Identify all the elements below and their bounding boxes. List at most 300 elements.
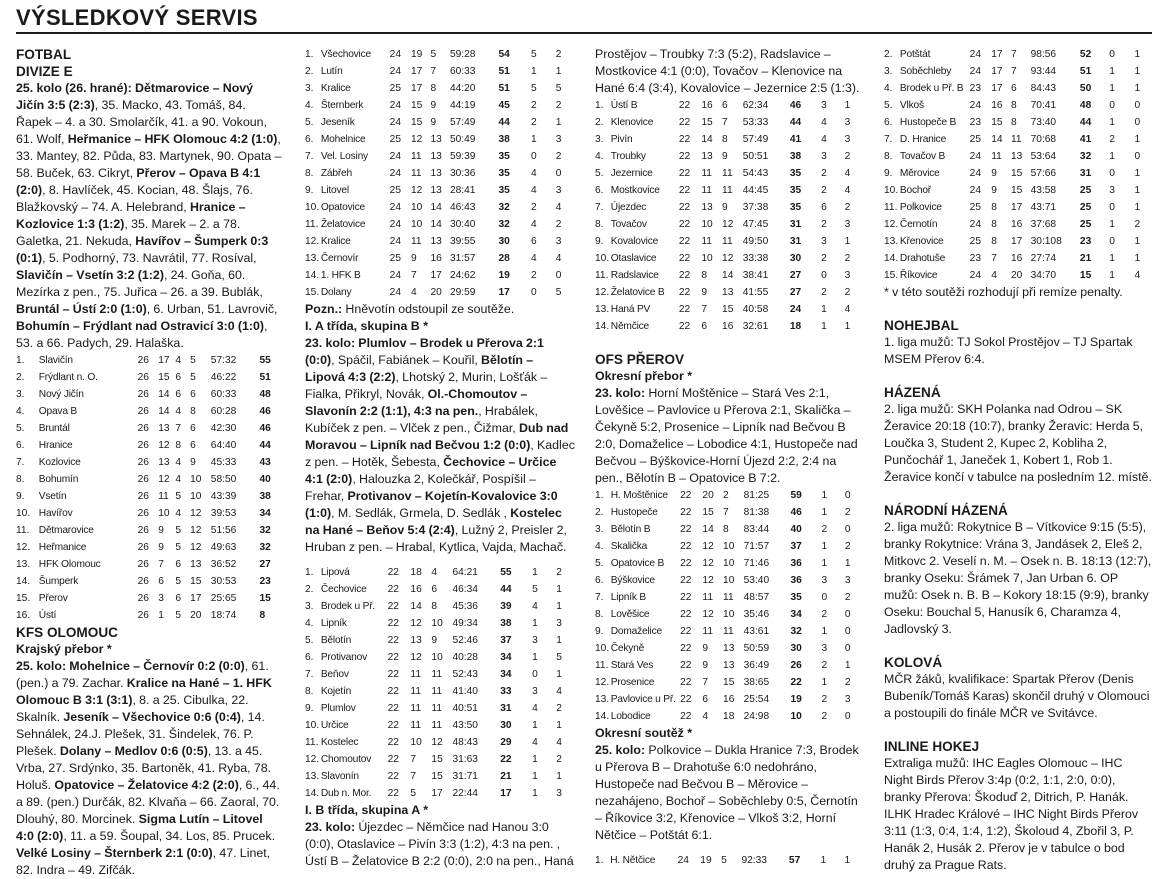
table-cell: 4: [531, 219, 537, 230]
table-cell: 17: [991, 83, 1003, 94]
table-cell: 22: [387, 618, 399, 629]
points-cell: 35: [498, 168, 510, 179]
table-cell: 24: [389, 66, 401, 77]
table-cell: 24: [969, 185, 982, 196]
rank-cell: 1.: [595, 855, 604, 866]
table-row: [595, 148, 863, 165]
table-cell: 2: [821, 694, 828, 705]
table-cell: 7: [175, 423, 182, 434]
table-cell: 16: [723, 694, 735, 705]
table-cell: 16: [701, 100, 713, 111]
score-cell: 59:39: [449, 151, 476, 162]
column-1: [16, 46, 282, 877]
table-cell: 17: [430, 270, 442, 281]
table-cell: 22: [680, 609, 692, 620]
rank-cell: 11.: [595, 270, 609, 281]
table-cell: 17: [1010, 202, 1023, 213]
table-row: [16, 607, 282, 624]
table-cell: 2: [821, 711, 828, 722]
team-name-cell: 1. HFK B: [320, 270, 361, 281]
rank-cell: 2.: [305, 584, 314, 595]
table-cell: 1: [821, 490, 828, 501]
match-result: Dub nad Moravou – Lipník nad Bečvou 1:2 (0:0): [305, 421, 569, 452]
team-name-cell: Frýdlant n. O.: [38, 372, 98, 383]
match-result: Dolany – Medlov 0:6 (0:5): [59, 744, 208, 758]
table-cell: 14: [701, 134, 713, 145]
table-cell: 12: [702, 575, 714, 586]
points-cell: 52: [1079, 49, 1092, 60]
table-cell: 24: [969, 66, 982, 77]
table-cell: 22: [387, 635, 399, 646]
table-row: [305, 598, 575, 615]
table-cell: 10: [158, 508, 170, 519]
score-cell: 43:39: [210, 491, 237, 502]
table-cell: 11: [158, 491, 169, 502]
table-cell: 3: [532, 686, 538, 697]
table-cell: 24: [969, 49, 982, 60]
points-cell: 23: [1079, 236, 1092, 247]
match-result: Pozn.:: [305, 302, 343, 316]
table-cell: 2: [531, 100, 537, 111]
table-cell: 2: [531, 270, 537, 281]
team-name-cell: Kovalovice: [610, 236, 659, 247]
points-cell: 17: [498, 287, 510, 298]
table-cell: 7: [158, 559, 164, 570]
score-cell: 57:49: [742, 134, 769, 145]
points-cell: 27: [789, 287, 802, 298]
match-result: 23. kolo:: [305, 820, 356, 834]
table-row: [16, 488, 282, 505]
score-cell: 18:74: [210, 610, 237, 621]
rank-cell: 10.: [595, 253, 610, 264]
points-cell: 44: [789, 117, 802, 128]
table-cell: 15: [1010, 168, 1023, 179]
table-cell: 24: [389, 236, 401, 247]
points-cell: 36: [790, 558, 802, 569]
score-cell: 40:28: [452, 652, 478, 663]
table-row: [305, 148, 575, 165]
table-cell: 24: [389, 151, 401, 162]
table-cell: 1: [844, 855, 851, 866]
table-row: [305, 717, 575, 734]
rank-cell: 10.: [305, 202, 320, 213]
table-cell: 1: [1109, 270, 1115, 281]
table-cell: 9: [722, 151, 728, 162]
table-cell: 11: [701, 236, 712, 247]
score-cell: 52:43: [452, 669, 478, 680]
points-cell: 32: [790, 626, 802, 637]
score-cell: 37:68: [1030, 219, 1057, 230]
table-cell: 23: [969, 117, 982, 128]
ia-table: [305, 564, 575, 802]
table-row: [305, 216, 575, 233]
team-name-cell: Kozlovice: [38, 457, 81, 468]
table-cell: 2: [821, 609, 828, 620]
table-row: [595, 606, 863, 623]
table-cell: 17: [991, 49, 1003, 60]
table-cell: 6: [702, 694, 709, 705]
match-detail: , 14. Sehnálek, 24.J. Plešek, 31. Šindelek, 76. P. Plešek.: [16, 710, 265, 758]
team-name-cell: Pavlovice u Př.: [610, 694, 676, 705]
table-row: [305, 131, 575, 148]
table-cell: 3: [555, 236, 562, 247]
score-cell: 64:40: [210, 440, 237, 451]
table-row: [16, 556, 282, 573]
rank-cell: 6.: [595, 575, 604, 586]
table-cell: 0: [1109, 49, 1115, 60]
table-cell: 20: [1010, 270, 1023, 281]
table-cell: 19: [700, 855, 712, 866]
team-name-cell: Bochoř: [899, 185, 932, 196]
table-cell: 2: [531, 117, 537, 128]
table-cell: 20: [430, 287, 442, 298]
points-cell: 38: [259, 491, 271, 502]
table-cell: 24: [389, 219, 401, 230]
table-row: [595, 301, 863, 318]
table-cell: 1: [532, 652, 538, 663]
match-result: Havířov – Šumperk 0:3 (0:1): [16, 234, 269, 265]
team-name-cell: Ústí: [38, 610, 57, 621]
score-cell: 27:74: [1030, 253, 1057, 264]
team-name-cell: Šumperk: [38, 576, 79, 587]
score-cell: 70:68: [1030, 134, 1057, 145]
points-cell: 50: [1079, 83, 1092, 94]
team-name-cell: Zábřeh: [320, 168, 352, 179]
table-cell: 4: [532, 601, 538, 612]
rank-cell: 2.: [16, 372, 25, 383]
table-cell: 10: [701, 219, 713, 230]
team-name-cell: Radslavice: [610, 270, 659, 281]
table-cell: 10: [431, 618, 443, 629]
table-cell: 24: [389, 100, 401, 111]
team-name-cell: Pivín: [610, 134, 633, 145]
table-cell: 1: [532, 788, 538, 799]
table-cell: 3: [844, 134, 851, 145]
table-row: [305, 233, 575, 250]
table-cell: 15: [431, 771, 443, 782]
rank-cell: 3.: [595, 524, 604, 535]
match-result: Čechovice – Určice 4:1 (2:0): [305, 455, 557, 486]
score-cell: 43:58: [1030, 185, 1057, 196]
points-cell: 57: [788, 855, 801, 866]
table-cell: 8: [190, 406, 196, 417]
rank-cell: 6.: [595, 185, 604, 196]
table-cell: 0: [555, 168, 562, 179]
table-cell: 3: [844, 270, 851, 281]
table-cell: 1: [532, 771, 538, 782]
points-cell: 59: [790, 490, 802, 501]
team-name-cell: Želatovice: [320, 219, 366, 230]
score-cell: 58:50: [210, 474, 237, 485]
rank-cell: 11.: [305, 219, 319, 230]
rank-cell: 10.: [16, 508, 31, 519]
table-cell: 1: [1109, 83, 1115, 94]
rank-cell: 14.: [305, 270, 320, 281]
table-cell: 11: [410, 686, 421, 697]
table-cell: 0: [532, 669, 538, 680]
table-row: [595, 555, 863, 572]
table-row: [16, 369, 282, 386]
table-cell: 22: [678, 134, 691, 145]
table-cell: 11: [722, 185, 733, 196]
score-cell: 71:57: [743, 541, 770, 552]
rank-cell: 6.: [16, 440, 25, 451]
match-detail: , Spáčil, Fabiánek – Kouřil,: [331, 353, 482, 367]
team-name-cell: Kralice: [320, 236, 351, 247]
table-cell: 15: [722, 304, 734, 315]
table-row: [884, 267, 1154, 284]
rank-cell: 7.: [16, 457, 25, 468]
table-cell: 11: [410, 669, 421, 680]
table-row: [884, 182, 1154, 199]
points-cell: 30: [790, 643, 802, 654]
points-cell: 54: [498, 49, 510, 60]
table-cell: 6: [190, 440, 196, 451]
table-row: [595, 131, 863, 148]
table-cell: 14: [722, 270, 734, 281]
points-cell: 55: [500, 567, 512, 578]
rank-cell: 5.: [16, 423, 25, 434]
match-result: Protivanov – Kojetín-Kovalovice 3:0 (1:0): [305, 489, 558, 520]
table-cell: 3: [555, 134, 562, 145]
match-detail: Újezdec – Němčice nad Hanou 3:0 (0:0), Otaslavice – Pivín 3:3 (1:2), 4:3 na pen. , Ústí B – Želatovice B 2:2 (0:0), 2:0 na pen., Haná: [305, 820, 574, 868]
score-cell: 38:65: [743, 677, 770, 688]
table-cell: 12: [190, 542, 202, 553]
table-cell: 17: [158, 355, 170, 366]
table-cell: 1: [821, 304, 827, 315]
table-row: [884, 63, 1154, 80]
match-result: 25. kolo:: [595, 743, 646, 757]
table-cell: 1: [1134, 253, 1141, 264]
team-name-cell: Hranice: [38, 440, 73, 451]
score-cell: 57:49: [449, 117, 476, 128]
score-cell: 40:51: [452, 703, 478, 714]
table-row: [16, 505, 282, 522]
points-cell: 37: [790, 541, 802, 552]
points-cell: 21: [500, 771, 512, 782]
table-cell: 11: [431, 720, 442, 731]
rank-cell: 4.: [595, 541, 604, 552]
team-name-cell: Lipová: [320, 567, 350, 578]
table-row: [595, 640, 863, 657]
match-result: Bohumín – Frýdlant nad Ostravicí 3:0 (1:0): [16, 319, 265, 333]
divize-results: [16, 80, 282, 352]
table-cell: 7: [722, 117, 728, 128]
match-detail: , 61. (pen.) a 79. Zachar.: [16, 659, 269, 690]
points-cell: 28: [498, 253, 510, 264]
rank-cell: 11.: [595, 660, 609, 671]
table-cell: 15: [411, 100, 423, 111]
table-cell: 26: [137, 372, 149, 383]
table-cell: 1: [531, 66, 537, 77]
team-name-cell: Bruntál: [38, 423, 70, 434]
points-cell: 40: [259, 474, 271, 485]
table-row: [16, 420, 282, 437]
table-cell: 3: [158, 593, 164, 604]
table-cell: 9: [158, 542, 164, 553]
table-cell: 1: [1134, 202, 1141, 213]
table-row: [305, 649, 575, 666]
table-cell: 25: [389, 134, 401, 145]
team-name-cell: Ústí B: [610, 100, 638, 111]
team-name-cell: Plumlov: [320, 703, 356, 714]
rank-cell: 11.: [884, 202, 898, 213]
table-cell: 20: [702, 490, 714, 501]
score-cell: 50:49: [449, 134, 476, 145]
table-cell: 14: [158, 406, 170, 417]
score-cell: 48:57: [743, 592, 770, 603]
team-name-cell: Lutín: [320, 66, 343, 77]
table-cell: 2: [821, 660, 828, 671]
table-row: [595, 487, 863, 504]
match-result: 23. kolo:: [595, 386, 646, 400]
table-cell: 7: [701, 304, 707, 315]
score-cell: 22:44: [452, 788, 478, 799]
points-cell: 24: [789, 304, 802, 315]
rank-cell: 7.: [305, 151, 314, 162]
points-cell: 23: [259, 576, 271, 587]
points-cell: 25: [1079, 202, 1092, 213]
table-cell: 13: [723, 643, 735, 654]
table-cell: 24: [389, 270, 401, 281]
table-cell: 26: [137, 542, 149, 553]
table-cell: 8: [430, 83, 437, 94]
table-cell: 2: [723, 490, 729, 501]
score-cell: 24:98: [743, 711, 770, 722]
table-cell: 25: [389, 185, 401, 196]
table-row: [16, 539, 282, 556]
match-result: Přerov – Opava B 4:1 (2:0): [16, 166, 261, 197]
table-cell: 22: [680, 507, 692, 518]
match-result: Sigma Lutín – Litovel 4:0 (2:0): [16, 812, 263, 843]
points-cell: 29: [500, 737, 512, 748]
score-cell: 53:40: [743, 575, 770, 586]
rank-cell: 9.: [595, 236, 604, 247]
table-row: [884, 97, 1154, 114]
table-cell: 15: [158, 372, 170, 383]
table-cell: 10: [431, 652, 443, 663]
table-cell: 6: [722, 100, 728, 111]
table-row: [305, 734, 575, 751]
points-cell: 18: [789, 321, 802, 332]
rank-cell: 14.: [884, 253, 899, 264]
table-cell: 1: [821, 541, 828, 552]
table-cell: 12: [158, 474, 170, 485]
table-row: [305, 632, 575, 649]
table-cell: 11: [723, 592, 734, 603]
points-cell: 31: [789, 219, 802, 230]
score-cell: 51:56: [210, 525, 237, 536]
table-row: [884, 216, 1154, 233]
table-cell: 13: [430, 236, 442, 247]
match-result: Hranice – Kozlovice 1:3 (1:2): [16, 200, 246, 231]
table-cell: 6: [175, 389, 182, 400]
table-cell: 0: [531, 287, 537, 298]
table-cell: 14: [991, 134, 1003, 145]
points-cell: 44: [498, 117, 510, 128]
team-name-cell: Havířov: [38, 508, 73, 519]
table-cell: 23: [969, 83, 982, 94]
table-row: [884, 46, 1154, 63]
rank-cell: 12.: [305, 754, 320, 765]
score-cell: 36:49: [743, 660, 770, 671]
team-name-cell: Hustopeče: [610, 507, 658, 518]
rank-cell: 14.: [595, 711, 610, 722]
table-cell: 22: [680, 660, 692, 671]
score-cell: 98:56: [1030, 49, 1057, 60]
table-cell: 1: [556, 601, 562, 612]
table-cell: 15: [431, 754, 443, 765]
table-cell: 9: [991, 168, 997, 179]
kolova-text: MČR žáků, kvalifikace: Spartak Přerov (Denis Bubeník/Tomáš Karas) skončil druhý v Olomouci a postoupili do finále MČR ve Svitávce.: [884, 672, 1150, 720]
table-cell: 16: [991, 100, 1003, 111]
section-title-okresni-soutez: Okresní soutěž *: [595, 726, 693, 740]
table-cell: 1: [556, 669, 562, 680]
table-cell: 22: [680, 575, 692, 586]
points-cell: 35: [789, 185, 802, 196]
table-row: [595, 284, 863, 301]
points-cell: 32: [498, 202, 510, 213]
table-cell: 0: [555, 270, 562, 281]
table-cell: 5: [555, 287, 562, 298]
table-row: [595, 318, 863, 335]
team-name-cell: H. Nětčice: [610, 855, 656, 866]
rank-cell: 1.: [595, 490, 604, 501]
team-name-cell: Vlkoš: [899, 100, 924, 111]
rank-cell: 15.: [884, 270, 899, 281]
column-2: [305, 46, 575, 868]
score-cell: 31:71: [452, 771, 478, 782]
table-cell: 4: [531, 253, 537, 264]
match-detail: , 47. Linet, 82. Indra – 49. Zifčák.: [16, 846, 271, 877]
table-cell: 5: [531, 49, 537, 60]
table-cell: 1: [820, 855, 827, 866]
table-cell: 5: [190, 372, 196, 383]
points-cell: 26: [790, 660, 802, 671]
table-cell: 7: [1010, 66, 1017, 77]
points-cell: 35: [789, 202, 802, 213]
score-cell: 53:33: [742, 117, 769, 128]
table-cell: 16: [410, 584, 422, 595]
table-row: [16, 454, 282, 471]
table-cell: 24: [677, 855, 689, 866]
score-cell: 46:43: [449, 202, 476, 213]
table-cell: 20: [190, 610, 202, 621]
rank-cell: 9.: [595, 626, 604, 637]
table-cell: 22: [387, 686, 399, 697]
rank-cell: 4.: [595, 151, 604, 162]
team-name-cell: Lipník: [320, 618, 347, 629]
score-cell: 59:28: [449, 49, 476, 60]
table-cell: 12: [722, 219, 734, 230]
table-row: [305, 666, 575, 683]
table-row: [16, 437, 282, 454]
team-name-cell: Šternberk: [320, 100, 364, 111]
table-cell: 2: [556, 567, 562, 578]
table-cell: 22: [678, 117, 691, 128]
table-cell: 11: [411, 168, 422, 179]
rank-cell: 1.: [16, 355, 25, 366]
table-cell: 4: [175, 406, 182, 417]
table-cell: 10: [411, 202, 423, 213]
score-cell: 24:62: [449, 270, 476, 281]
table-row: [595, 233, 863, 250]
score-cell: 29:59: [449, 287, 476, 298]
table-cell: 0: [1109, 236, 1115, 247]
team-name-cell: Haná PV: [610, 304, 651, 315]
points-cell: 51: [498, 66, 510, 77]
table-cell: 8: [723, 524, 729, 535]
